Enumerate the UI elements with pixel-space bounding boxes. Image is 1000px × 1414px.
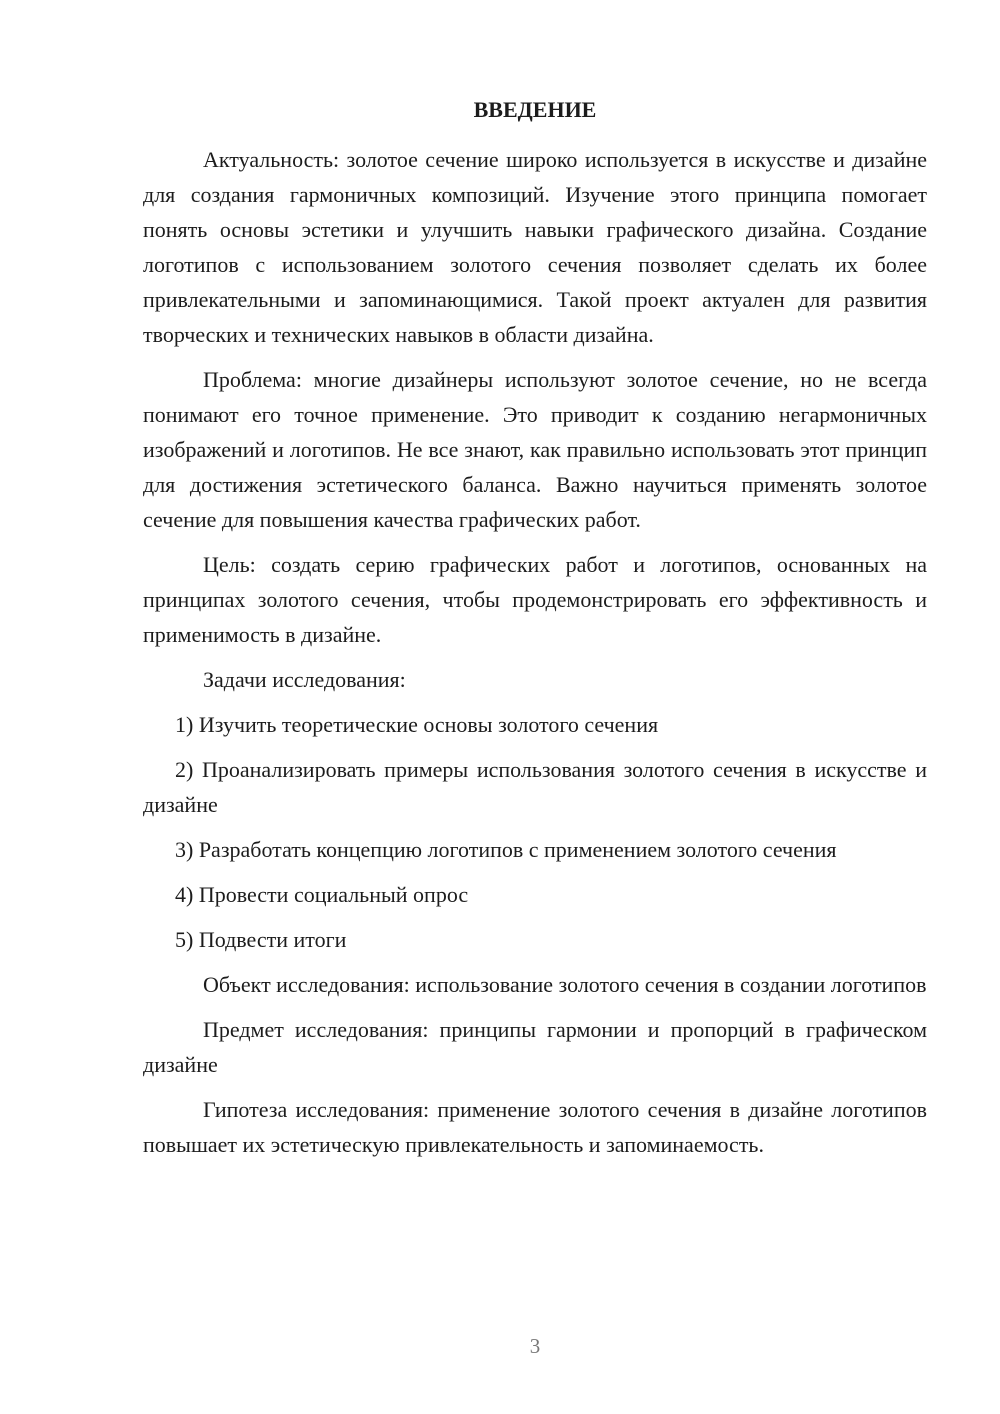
- subject-paragraph: Предмет исследования: принципы гармонии и пропорций в графическом дизайне: [143, 1017, 927, 1077]
- page-title: ВВЕДЕНИЕ: [473, 97, 597, 122]
- hypothesis-paragraph: Гипотеза исследования: применение золотого сечения в дизайне логотипов повышает их эстетическую привлекательность и запоминаемость.: [143, 1097, 927, 1157]
- task-item: 1) Изучить теоретические основы золотого сечения: [175, 712, 659, 737]
- task-item: 5) Подвести итоги: [175, 927, 347, 952]
- page-number: 3: [529, 1334, 541, 1358]
- task-item: 2) Проанализировать примеры использования золотого сечения в искусстве и дизайне: [143, 757, 927, 817]
- document-page: [143, 95, 927, 1162]
- goal-paragraph: Цель: создать серию графических работ и логотипов, основанных на принципах золотого сечения, чтобы продемонстрировать его эффективность и применимость в дизайне.: [143, 552, 927, 647]
- relevance-paragraph: Актуальность: золотое сечение широко используется в искусстве и дизайне для создания гармоничных композиций. Изучение этого принципа помогает понять основы эстетики и улучшить навыки графического дизайна. Создание логотипов с использованием золотого сечения позволяет сделать их более привлекательными и запоминающимися. Такой проект актуален для развития творческих и технических навыков в области дизайна.: [143, 147, 927, 347]
- task-item: 3) Разработать концепцию логотипов с применением золотого сечения: [175, 837, 837, 862]
- object-paragraph: Объект исследования: использование золотого сечения в создании логотипов: [203, 972, 927, 997]
- problem-paragraph: Проблема: многие дизайнеры используют золотое сечение, но не всегда понимают его точное применение. Это приводит к созданию негармоничных изображений и логотипов. Не все знают, как правильно использовать этот принцип для достижения эстетического баланса. Важно научиться применять золотое сечение для повышения качества графических работ.: [143, 367, 927, 532]
- tasks-heading: Задачи исследования:: [203, 667, 406, 692]
- task-item: 4) Провести социальный опрос: [175, 882, 469, 907]
